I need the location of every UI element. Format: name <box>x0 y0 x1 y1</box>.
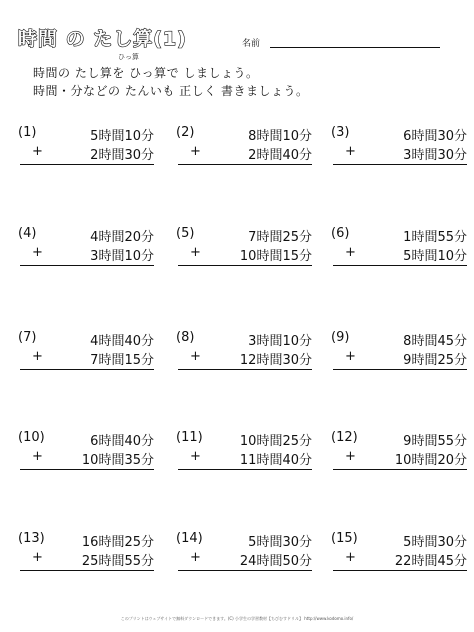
plus-sign: + <box>190 144 201 159</box>
problem-9 <box>331 330 467 380</box>
problem-8 <box>176 330 312 380</box>
problem-6 <box>331 226 467 276</box>
problem-3 <box>331 125 467 175</box>
problem-1 <box>18 125 154 175</box>
plus-sign: + <box>32 449 43 464</box>
problem-5 <box>176 226 312 276</box>
problem-number: (8) <box>176 330 195 345</box>
addend-2: 10時間35分 <box>81 453 154 468</box>
problem-13 <box>18 531 154 581</box>
plus-sign: + <box>32 550 43 565</box>
addend-2: 5時間10分 <box>403 249 467 264</box>
problem-number: (2) <box>176 125 195 140</box>
problem-15 <box>331 531 467 581</box>
addend-1: 16時間25分 <box>81 535 154 550</box>
addend-1: 5時間10分 <box>90 129 154 144</box>
answer-rule <box>178 469 312 470</box>
answer-rule <box>178 570 312 571</box>
addend-1: 6時間40分 <box>90 434 154 449</box>
addend-1: 5時間30分 <box>403 535 467 550</box>
plus-sign: + <box>345 349 356 364</box>
addend-1: 5時間30分 <box>248 535 312 550</box>
plus-sign: + <box>345 245 356 260</box>
addend-1: 1時間55分 <box>403 230 467 245</box>
problem-number: (5) <box>176 226 195 241</box>
answer-rule <box>178 265 312 266</box>
plus-sign: + <box>190 449 201 464</box>
addend-2: 10時間15分 <box>239 249 312 264</box>
addend-2: 9時間25分 <box>403 353 467 368</box>
problem-7 <box>18 330 154 380</box>
answer-rule <box>20 570 154 571</box>
plus-sign: + <box>190 349 201 364</box>
answer-rule <box>20 469 154 470</box>
problem-12 <box>331 430 467 480</box>
addend-2: 12時間30分 <box>239 353 312 368</box>
problem-number: (12) <box>331 430 358 445</box>
problem-11 <box>176 430 312 480</box>
name-label: 名前 <box>242 39 261 49</box>
problem-number: (9) <box>331 330 350 345</box>
answer-rule <box>178 369 312 370</box>
plus-sign: + <box>345 144 356 159</box>
name-field-line[interactable] <box>270 47 440 48</box>
plus-sign: + <box>345 449 356 464</box>
addend-1: 9時間55分 <box>403 434 467 449</box>
plus-sign: + <box>32 144 43 159</box>
problem-number: (1) <box>18 125 37 140</box>
problem-number: (6) <box>331 226 350 241</box>
addend-2: 10時間20分 <box>394 453 467 468</box>
title-ruby: ひっ算 <box>118 53 139 61</box>
plus-sign: + <box>32 349 43 364</box>
answer-rule <box>20 164 154 165</box>
addend-2: 7時間15分 <box>90 353 154 368</box>
problem-number: (3) <box>331 125 350 140</box>
instruction-line-1: 時間の たし算を ひっ算で しましょう。 <box>33 66 259 80</box>
addend-1: 10時間25分 <box>239 434 312 449</box>
addend-2: 3時間30分 <box>403 148 467 163</box>
addend-1: 7時間25分 <box>248 230 312 245</box>
answer-rule <box>333 369 467 370</box>
problem-14 <box>176 531 312 581</box>
plus-sign: + <box>190 245 201 260</box>
problem-number: (15) <box>331 531 358 546</box>
addend-1: 8時間45分 <box>403 334 467 349</box>
problem-2 <box>176 125 312 175</box>
problem-10 <box>18 430 154 480</box>
addend-1: 8時間10分 <box>248 129 312 144</box>
problem-number: (7) <box>18 330 37 345</box>
addend-2: 22時間45分 <box>394 554 467 569</box>
addend-1: 6時間30分 <box>403 129 467 144</box>
addend-2: 2時間40分 <box>248 148 312 163</box>
plus-sign: + <box>190 550 201 565</box>
addend-1: 4時間20分 <box>90 230 154 245</box>
addend-2: 3時間10分 <box>90 249 154 264</box>
answer-rule <box>178 164 312 165</box>
answer-rule <box>20 369 154 370</box>
addend-1: 3時間10分 <box>248 334 312 349</box>
answer-rule <box>333 265 467 266</box>
instruction-line-2: 時間・分などの たんいも 正しく 書きましょう。 <box>33 84 309 98</box>
plus-sign: + <box>345 550 356 565</box>
problem-number: (10) <box>18 430 45 445</box>
answer-rule <box>333 570 467 571</box>
answer-rule <box>333 469 467 470</box>
addend-2: 11時間40分 <box>239 453 312 468</box>
footer-note: このプリントはウェブサイトで無料ダウンロードできます。(C) 小学生の学習教材【ちびむすドリル】 http://www.kodomo.info/ <box>120 616 354 621</box>
problem-number: (13) <box>18 531 45 546</box>
addend-2: 24時間50分 <box>239 554 312 569</box>
addend-2: 2時間30分 <box>90 148 154 163</box>
worksheet-title: 時間 の たし算(1) <box>18 28 187 50</box>
answer-rule <box>333 164 467 165</box>
problem-number: (4) <box>18 226 37 241</box>
worksheet-title-area <box>18 24 187 51</box>
answer-rule <box>20 265 154 266</box>
problem-4 <box>18 226 154 276</box>
problem-number: (14) <box>176 531 203 546</box>
problem-number: (11) <box>176 430 203 445</box>
addend-1: 4時間40分 <box>90 334 154 349</box>
addend-2: 25時間55分 <box>81 554 154 569</box>
plus-sign: + <box>32 245 43 260</box>
